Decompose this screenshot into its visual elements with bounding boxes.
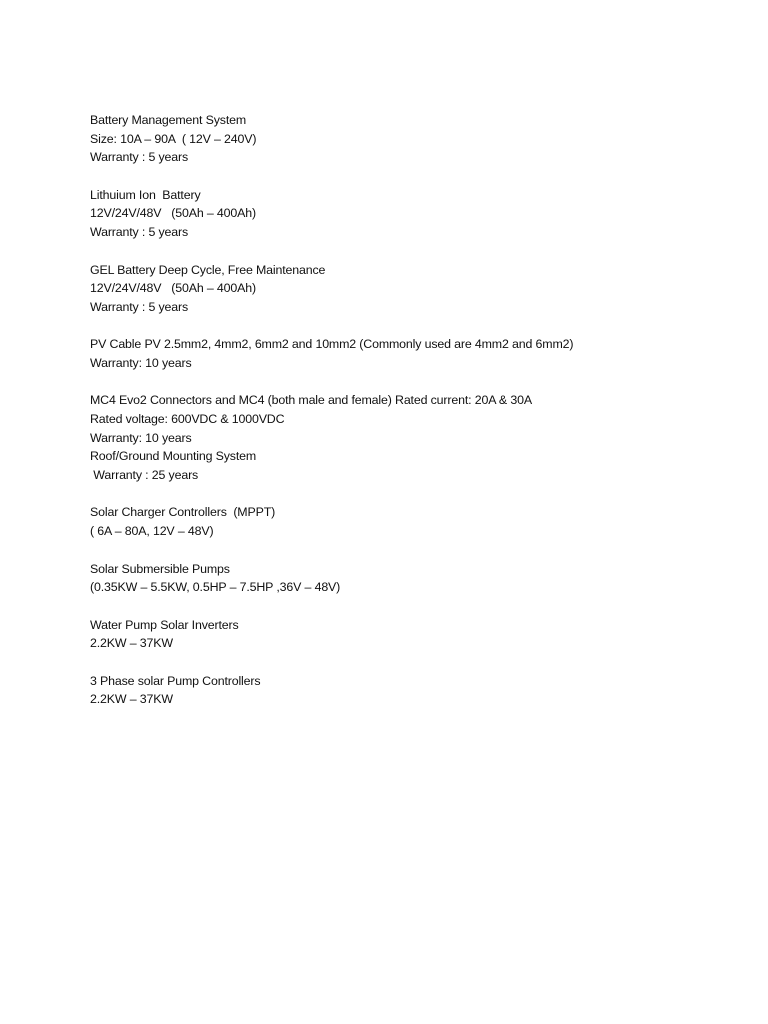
document-body <box>90 111 740 709</box>
section-title: Water Pump Solar Inverters <box>90 617 239 632</box>
gel-battery-section <box>90 261 740 317</box>
solar-charger-controllers-section <box>90 503 740 540</box>
three-phase-pump-controllers-section <box>90 672 740 709</box>
mounting-system-title: Roof/Ground Mounting System <box>90 449 257 464</box>
section-title: Lithuium Ion Battery <box>90 187 201 202</box>
warranty-text: Warranty : 5 years <box>90 225 189 240</box>
section-title: Solar Submersible Pumps <box>90 561 230 576</box>
range-spec: (0.35KW – 5.5KW, 0.5HP – 7.5HP ,36V – 48V) <box>90 580 341 595</box>
warranty-text: Warranty : 5 years <box>90 150 189 165</box>
section-title: Battery Management System <box>90 113 247 127</box>
section-title: 3 Phase solar Pump Controllers <box>90 673 261 688</box>
voltage-capacity-spec: 12V/24V/48V (50Ah – 400Ah) <box>90 281 256 296</box>
mc4-connectors-section <box>90 391 740 484</box>
rated-voltage-spec: Rated voltage: 600VDC & 1000VDC <box>90 412 285 426</box>
warranty-text: Warranty : 5 years <box>90 299 189 314</box>
range-spec: ( 6A – 80A, 12V – 48V) <box>90 524 214 539</box>
size-spec: Size: 10A – 90A ( 12V – 240V) <box>90 131 257 146</box>
warranty-text: Warranty: 10 years <box>90 355 192 370</box>
warranty-text: Warranty : 25 years <box>90 468 199 483</box>
pv-cable-section <box>90 335 740 372</box>
warranty-text: Warranty: 10 years <box>90 430 192 445</box>
section-title: Solar Charger Controllers (MPPT) <box>90 505 276 520</box>
power-range-spec: 2.2KW – 37KW <box>90 636 173 651</box>
section-title: PV Cable PV 2.5mm2, 4mm2, 6mm2 and 10mm2 (Commonly used are 4mm2 and 6mm2) <box>90 337 574 352</box>
power-range-spec: 2.2KW – 37KW <box>90 692 173 707</box>
voltage-capacity-spec: 12V/24V/48V (50Ah – 400Ah) <box>90 206 256 221</box>
solar-submersible-pumps-section <box>90 560 740 597</box>
water-pump-solar-inverters-section <box>90 616 740 653</box>
battery-management-system-section <box>90 111 740 167</box>
section-title: MC4 Evo2 Connectors and MC4 (both male and female) Rated current: 20A & 30A <box>90 393 532 408</box>
lithium-ion-battery-section <box>90 186 740 242</box>
section-title: GEL Battery Deep Cycle, Free Maintenance <box>90 262 326 277</box>
